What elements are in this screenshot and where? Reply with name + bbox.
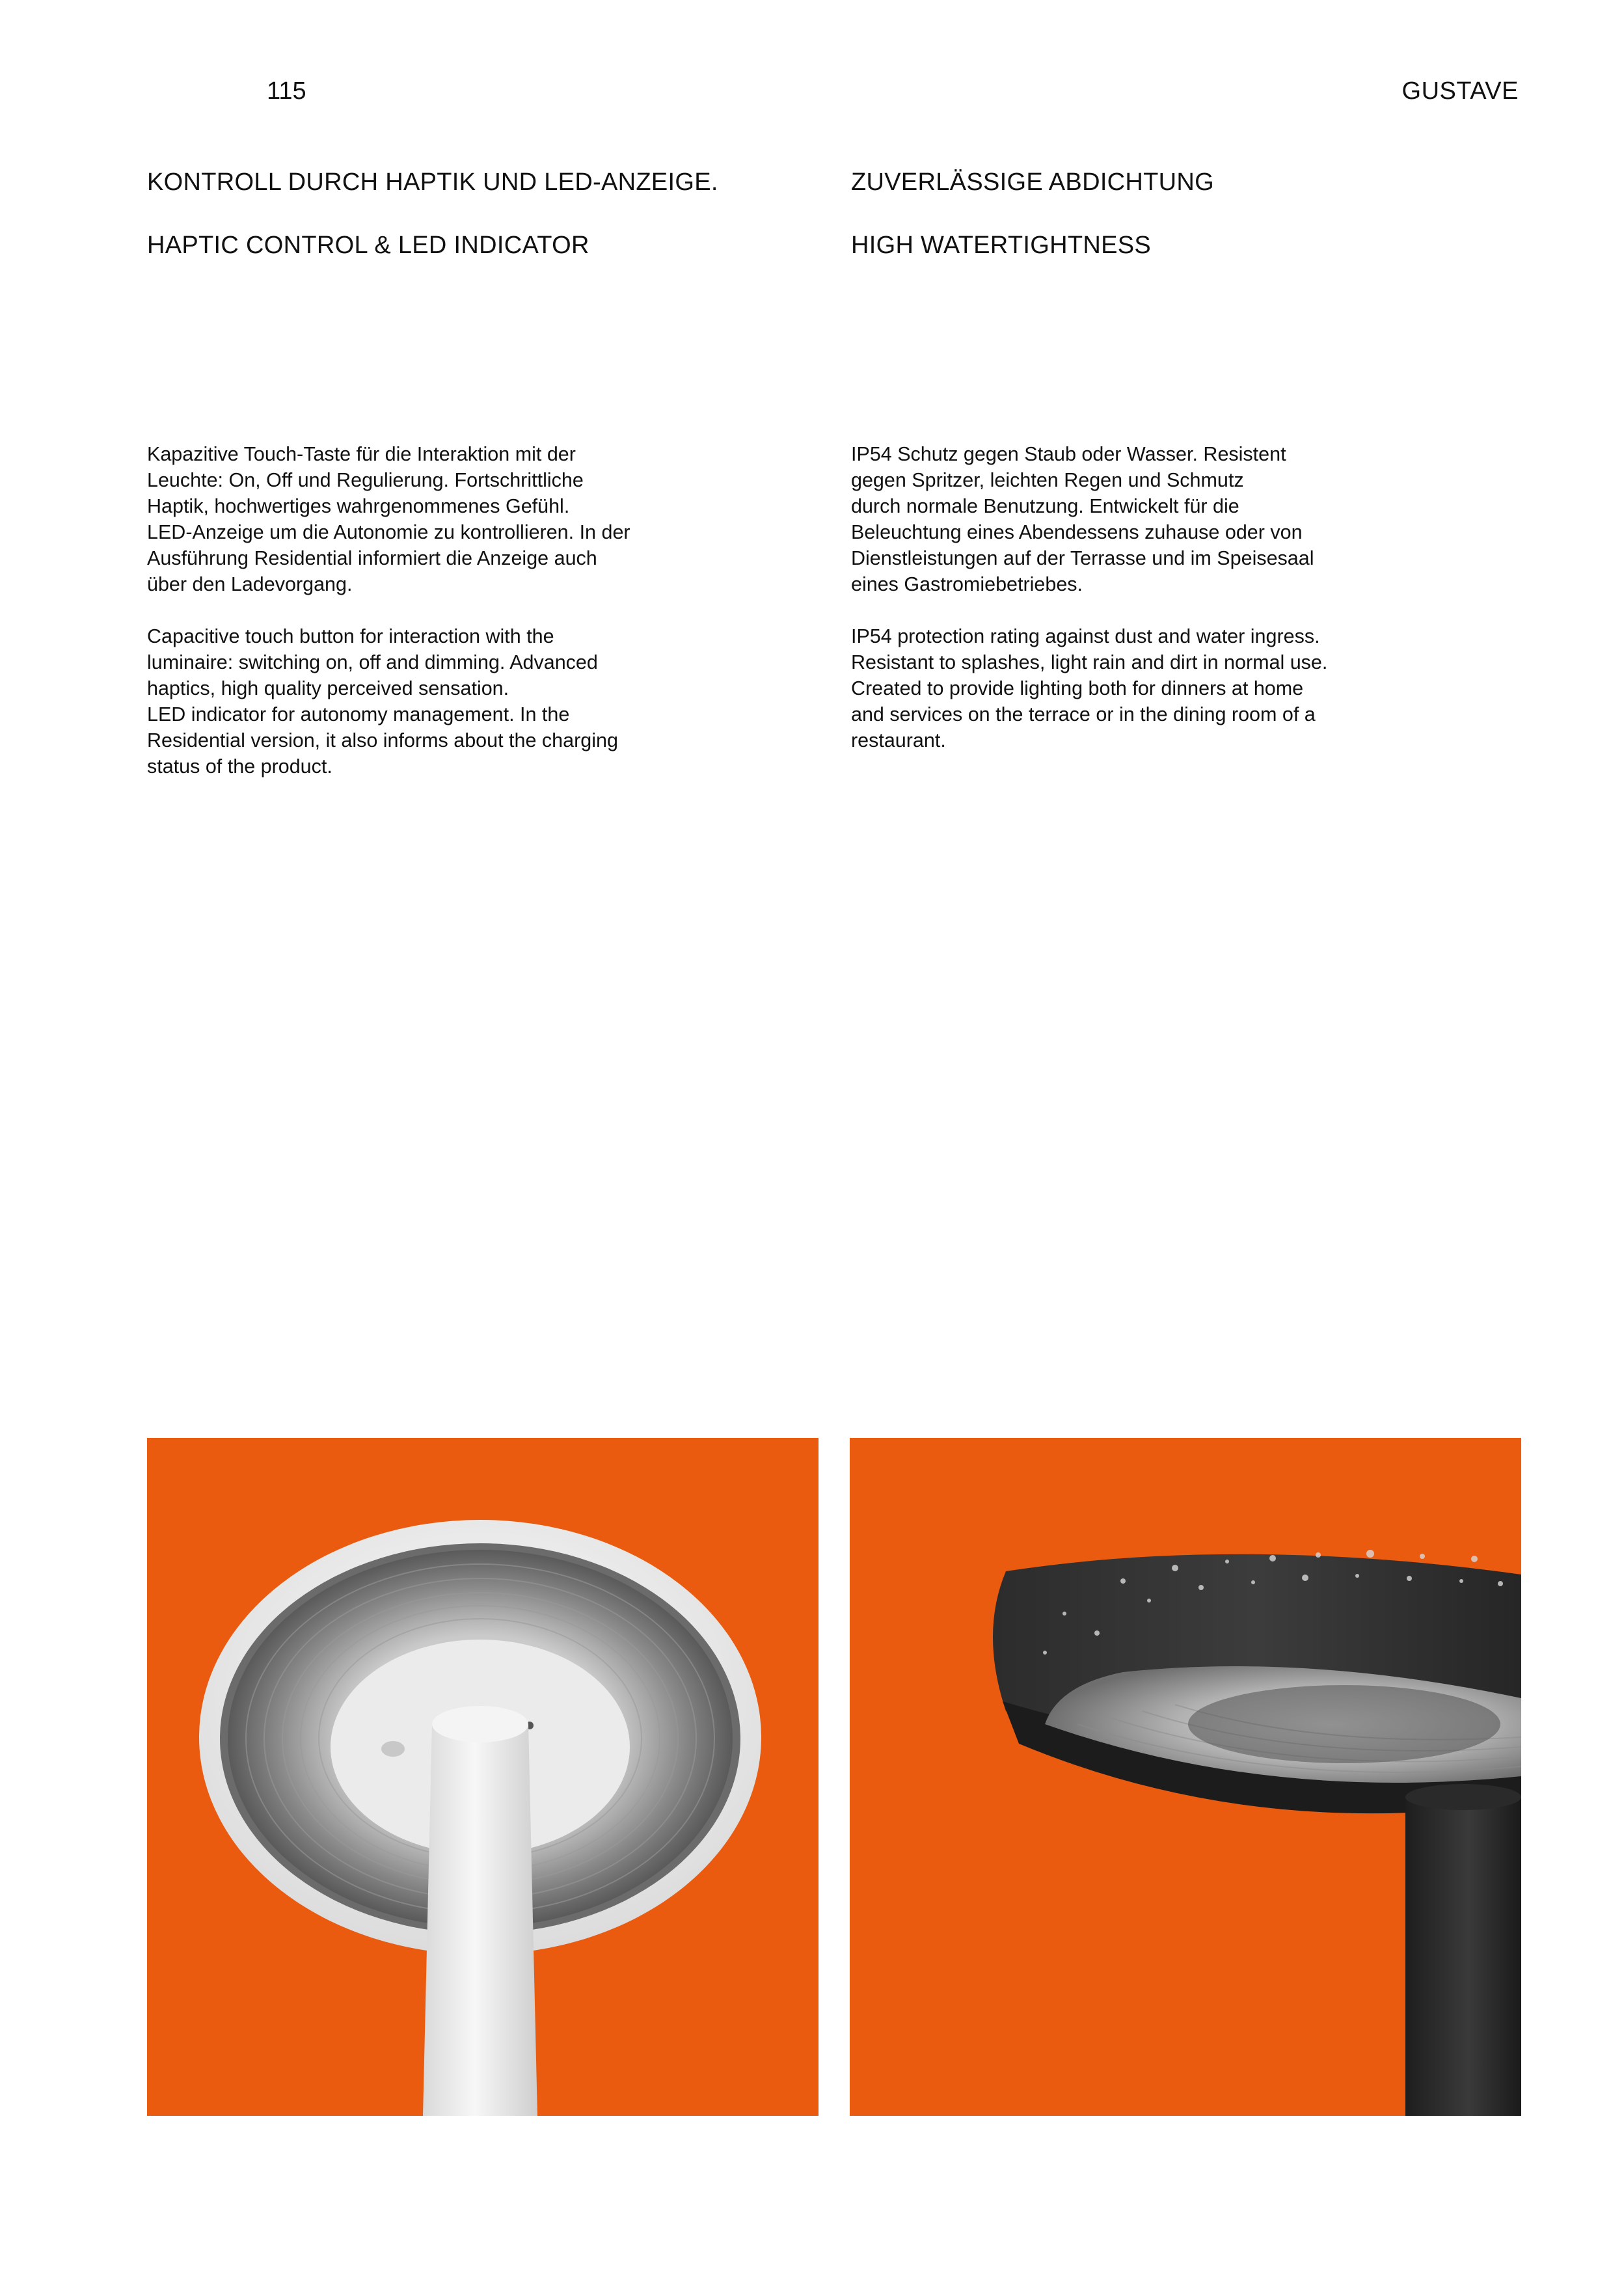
heading-haptic-en: HAPTIC CONTROL & LED INDICATOR: [147, 232, 589, 259]
photo-white-lamp-underside: [147, 1438, 819, 2116]
photo-dark-lamp-droplets: [850, 1438, 1521, 2116]
dark-lamp-illustration: [850, 1438, 1521, 2116]
left-body-text: [147, 441, 720, 779]
left-column-headings: [147, 168, 733, 260]
paragraph-watertight-de: IP54 Schutz gegen Staub oder Wasser. Resistent gegen Spritzer, leichten Regen und Schmutz durch normale Benutzung. Entwickelt für die Beleuchtung eines Abendessens zuhause oder von Dienstleistungen auf der Terrasse und im Speisesaal eines Gastromiebetriebes.: [851, 443, 1314, 595]
heading-watertight-de: ZUVERLÄSSIGE ABDICHTUNG: [851, 169, 1215, 196]
right-column-headings: [851, 168, 1437, 260]
paragraph-watertight-en: IP54 protection rating against dust and water ingress. Resistant to splashes, light rain and dirt in normal use. Created to provide lighting both for dinners at home and services on the terrace or in the dining room of a restaurant.: [851, 625, 1328, 751]
paragraph-haptic-de: Kapazitive Touch-Taste für die Interaktion mit der Leuchte: On, Off und Regulierung. Fortschrittliche Haptik, hochwertiges wahrgenommenes Gefühl. LED-Anzeige um die Autonomie zu kontrollieren. In der Ausführung Residential informiert die Anzeige auch über den Ladevorgang.: [147, 443, 630, 595]
white-lamp-illustration: [147, 1438, 819, 2116]
page-number: 115: [267, 77, 306, 105]
paragraph-haptic-en: Capacitive touch button for interaction with the luminaire: switching on, off and dimming. Advanced haptics, high quality perceived sensation. LED indicator for autonomy management. In the Residential version, it also informs about the charging status of the product.: [147, 625, 618, 777]
heading-haptic-de: KONTROLL DURCH HAPTIK UND LED-ANZEIGE.: [147, 169, 718, 196]
brand-name: GUSTAVE: [1401, 77, 1519, 105]
heading-watertight-en: HIGH WATERTIGHTNESS: [851, 232, 1152, 259]
right-body-text: [851, 441, 1424, 753]
